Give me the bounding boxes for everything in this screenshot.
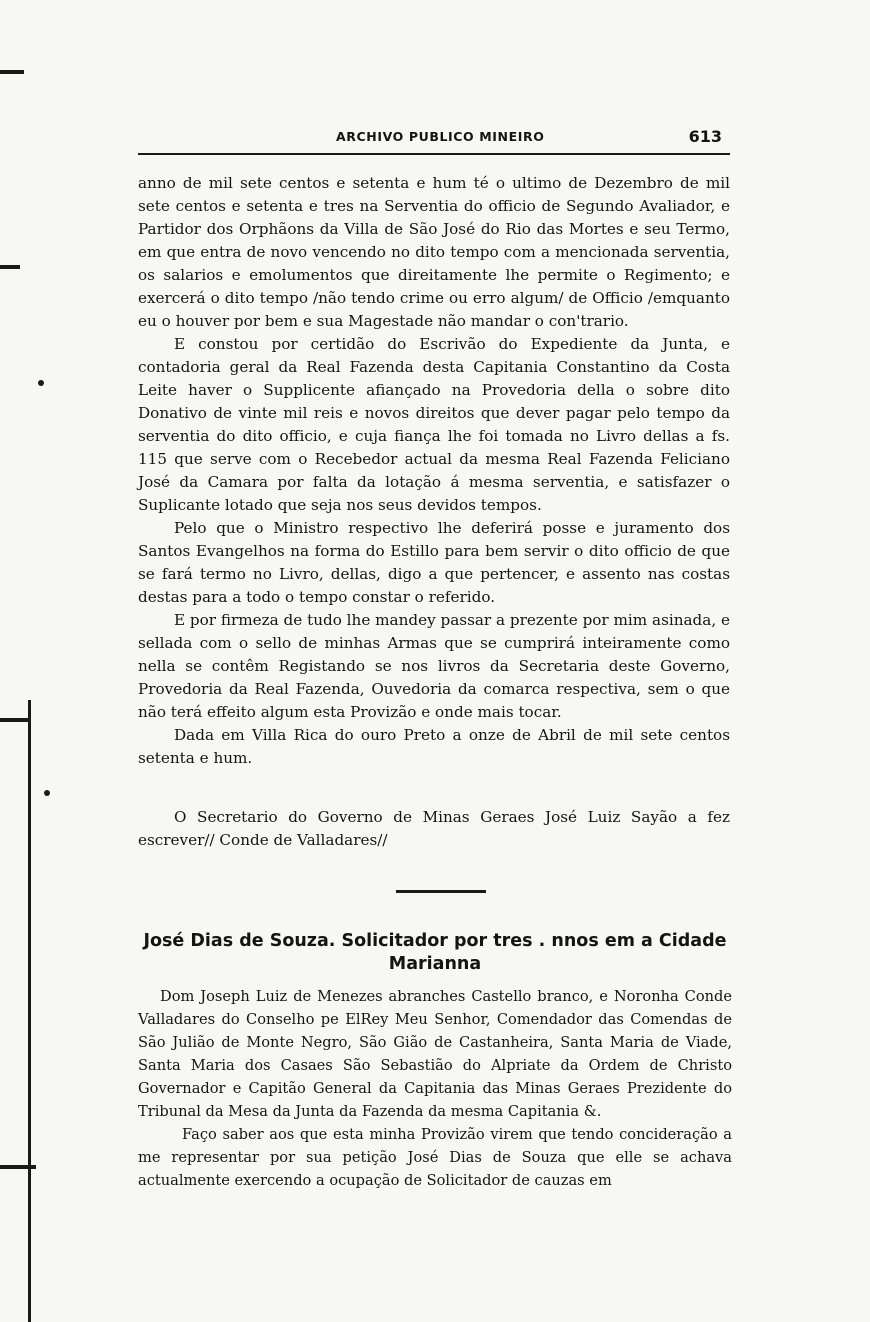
section-title: José Dias de Souza. Solicitador por tres . nnos em a Cidade Marianna (143, 931, 727, 974)
paragraph: Dom Joseph Luiz de Menezes abranches Castello branco, e Noronha Conde Valladares do Conselho pe ElRey Meu Senhor, Comendador das Comendas de São Julião de Monte Negro, São Gião de Castanheira, Santa Maria de Viade, Santa Maria dos Casaes São Sebastião do Alpriate da Ordem de Christo Governador e Capitão General da Capitania das Minas Geraes Prezidente do Tribunal da Mesa da Junta da Fazenda da mesma Capitania &. (138, 988, 732, 1120)
running-head: ARCHIVO PUBLICO MINEIRO (336, 129, 545, 144)
section-body (138, 985, 732, 1192)
document-body (138, 172, 730, 770)
page-header (138, 127, 730, 149)
paragraph: E por firmeza de tudo lhe mandey passar a prezente por mim asinada, e sellada com o sello de minhas Armas que se cumprirá inteiramente como nella se contêm Registando se nos livros da Secretaria deste Governo, Provedoria da Real Fazenda, Ouvedoria da comarca respectiva, sem o que não terá effeito algum esta Provizão e onde mais tocar. (138, 611, 730, 721)
paragraph: Dada em Villa Rica do ouro Preto a onze de Abril de mil sete centos setenta e hum. (138, 726, 730, 767)
section-divider (396, 890, 486, 893)
closing-signature: O Secretario do Governo de Minas Geraes José Luiz Sayão a fez escrever// Conde de Valladares// (138, 808, 730, 849)
header-rule (138, 153, 730, 155)
paragraph: Pelo que o Ministro respectivo lhe deferirá posse e juramento dos Santos Evangelhos na forma do Estillo para bem servir o dito officio de que se fará termo no Livro, dellas, digo a que pertencer, e assento nas costas destas para a todo o tempo constar o referido. (138, 519, 730, 606)
ink-speck (44, 790, 50, 796)
binding-mark (0, 265, 20, 269)
binding-mark (0, 70, 24, 74)
page-number: 613 (688, 127, 722, 146)
ink-speck (38, 380, 44, 386)
paragraph: E constou por certidão do Escrivão do Expediente da Junta, e contadoria geral da Real Fazenda desta Capitania Constantino da Costa Leite haver o Supplicente afiançado na Provedoria della o sobre dito Donativo de vinte mil reis e novos direitos que dever pagar pelo tempo da serventia do dito officio, e cuja fiança lhe foi tomada no Livro dellas a fs. 115 que serve com o Recebedor actual da mesma Real Fazenda Feliciano José da Camara por falta da lotação á mesma serventia, e satisfazer o Suplicante lotado que seja nos seus devidos tempos. (138, 335, 730, 514)
paragraph: anno de mil sete centos e setenta e hum té o ultimo de Dezembro de mil sete centos e setenta e tres na Serventia do officio de Segundo Avaliador, e Partidor dos Orphãons da Villa de São José do Rio das Mortes e seu Termo, em que entra de novo vencendo no dito tempo com a mencionada serventia, os salarios e emolumentos que direitamente lhe permite o Regimento; e exercerá o dito tempo /não tendo crime ou erro algum/ de Officio /emquanto eu o houver por bem e sua Magestade não mandar o con'trario. (138, 174, 730, 330)
paragraph: Faço saber aos que esta minha Provizão virem que tendo concideração a me representar por sua petição José Dias de Souza que elle se achava actualmente exercendo a ocupação de Solicitador de cauzas em (138, 1126, 732, 1189)
binding-edge (28, 700, 31, 1322)
binding-mark (0, 718, 30, 722)
